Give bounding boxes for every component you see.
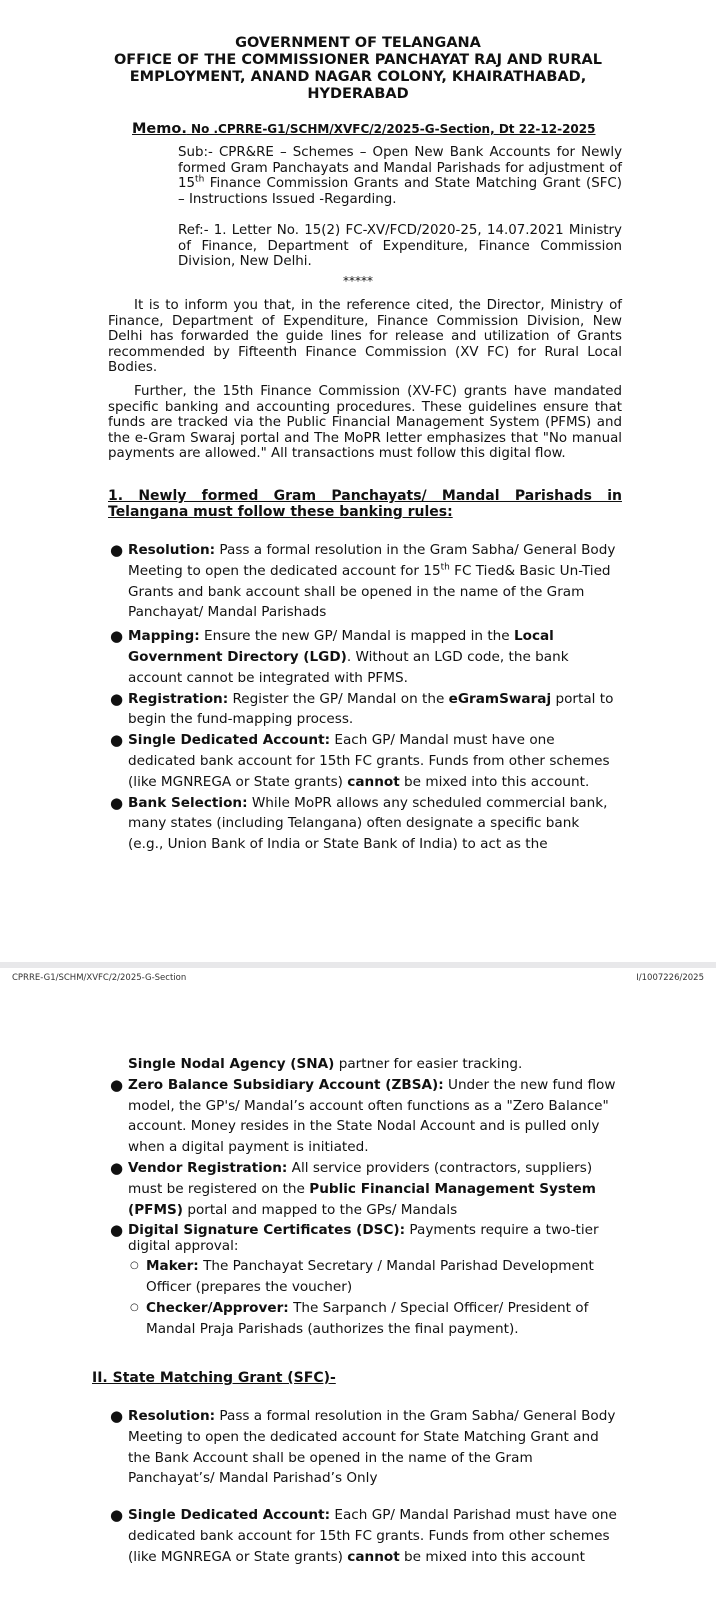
bullet-icon: ● <box>110 1075 124 1094</box>
item-term: Mapping: <box>128 628 200 645</box>
item-term: Single Dedicated Account: <box>128 1507 331 1524</box>
list-item-resolution <box>110 540 618 623</box>
subject-sup: th <box>195 174 205 185</box>
item-bold: eGramSwaraj <box>448 690 552 707</box>
list-item-sfc-single-account <box>110 1505 618 1567</box>
list-item-sfc-resolution <box>110 1406 618 1489</box>
section-1-list <box>110 540 618 855</box>
section-2-heading: II. State Matching Grant (SFC)- <box>92 1370 336 1386</box>
header-line-3: EMPLOYMENT, ANAND NAGAR COLONY, KHAIRATHABAD, <box>129 69 587 85</box>
list-item-dsc <box>110 1220 618 1256</box>
sublist-item-checker <box>128 1298 618 1340</box>
item-term: Bank Selection: <box>128 794 248 811</box>
list-item-zbsa <box>110 1075 618 1158</box>
item-text: While MoPR allows any scheduled commercial bank, many states (including Telangana) often designate a specific bank (e.g., Union Bank of India or State Bank of India) to act as the <box>128 794 608 853</box>
circle-bullet-icon: ○ <box>130 1301 139 1313</box>
bullet-icon: ● <box>110 1158 124 1177</box>
item-term: Maker: <box>146 1258 199 1275</box>
subject-part-1: Sub:- CPR&RE – Schemes – Open New Bank Accounts for Newly formed Gram Panchayats and Mandal Parishads for adjustment of 15 <box>178 145 622 192</box>
list-item-vendor-registration <box>110 1158 618 1220</box>
item-text: Payments require a two-tier digital approval: <box>128 1222 599 1255</box>
list-item-sna-continuation <box>110 1054 618 1075</box>
section-1-list-continued <box>110 1054 618 1340</box>
item-bold: Local Government Directory (LGD) <box>128 628 554 665</box>
item-text: Each GP/ Mandal Parishad must have one dedicated bank account for 15th FC grants. Funds from other schemes (like MGNREGA or State grants) <box>128 1507 617 1565</box>
paragraph-1: It is to inform you that, in the reference cited, the Director, Ministry of Finance, Department of Expenditure, Finance Commission Division, New Delhi has forwarded the guide lines for release and utilization of Grants recommended by Fifteenth Finance Commission (XV FC) for Rural Local Bodies. <box>108 298 622 376</box>
item-bold: Single Nodal Agency (SNA) <box>128 1056 335 1072</box>
item-term: Resolution: <box>128 1408 216 1424</box>
footer-file-number: CPRRE-G1/SCHM/XVFC/2/2025-G-Section <box>12 973 187 983</box>
item-text: Each GP/ Mandal must have one dedicated bank account for 15th FC grants. Funds from other schemes (like MGNREGA or State grants) <box>128 732 610 790</box>
item-text: be mixed into this account <box>399 1548 585 1565</box>
item-bold: cannot <box>347 773 400 790</box>
item-term: Single Dedicated Account: <box>128 732 331 749</box>
list-item-mapping <box>110 626 618 688</box>
item-text: Pass a formal resolution in the Gram Sabha/ General Body Meeting to open the dedicated account for State Matching Grant and the Bank Account shall be opened in the name of the Gram Panchayat’s/ Mandal Parishad’s Only <box>128 1408 616 1487</box>
memo-number <box>132 121 595 137</box>
sublist-item-maker <box>128 1256 618 1298</box>
item-bold: Public Financial Management System (PFMS) <box>128 1180 596 1218</box>
bullet-icon: ● <box>110 689 124 708</box>
item-term: Resolution: <box>128 542 216 558</box>
header-line-2: OFFICE OF THE COMMISSIONER PANCHAYAT RAJ AND RURAL <box>113 52 603 68</box>
item-text: Under the new fund flow model, the GP's/ Mandal’s account often functions as a "Zero Balance" account. Money resides in the State Nodal Account and is pulled only when a digital payment is initiated. <box>128 1076 616 1156</box>
item-term: Digital Signature Certificates (DSC): <box>128 1222 406 1239</box>
item-text: Pass a formal resolution in the Gram Sabha/ General Body Meeting to open the dedicated account for 15 <box>128 542 616 579</box>
item-text: The Sarpanch / Special Officer/ President of Mandal Praja Parishads (authorizes the final payment). <box>146 1299 589 1337</box>
item-text: portal and mapped to the GPs/ Mandals <box>183 1201 458 1218</box>
paragraph-2: Further, the 15th Finance Commission (XV-FC) grants have mandated specific banking and accounting procedures. These guidelines ensure that funds are tracked via the Public Financial Management System (PFMS) and the e-Gram Swaraj portal and The MoPR letter emphasizes that "No manual payments are allowed." All transactions must follow this digital flow. <box>108 384 622 462</box>
section-2-list <box>110 1406 618 1568</box>
memo-number-text: No .CPRRE-G1/SCHM/XVFC/2/2025-G-Section, Dt 22-12-2025 <box>186 122 596 136</box>
page-break <box>0 962 716 968</box>
footer-page-ref: I/1007226/2025 <box>636 973 704 983</box>
item-sup: th <box>440 562 450 573</box>
item-text: portal to begin the fund-mapping process. <box>128 690 614 728</box>
separator-stars: ***** <box>343 274 373 288</box>
item-text: All service providers (contractors, suppliers) must be registered on the <box>128 1159 593 1197</box>
header-line-1: GOVERNMENT OF TELANGANA <box>235 35 481 51</box>
dsc-sublist <box>110 1256 618 1339</box>
item-text: partner for easier tracking. <box>334 1056 523 1072</box>
memo-label: Memo. <box>132 121 187 137</box>
header-line-4: HYDERABAD <box>307 86 409 102</box>
circle-bullet-icon: ○ <box>130 1260 139 1272</box>
item-term: Registration: <box>128 690 229 707</box>
item-text: . Without an LGD code, the bank account cannot be integrated with PFMS. <box>128 648 569 686</box>
list-item-bank-selection <box>110 793 618 855</box>
item-text: Register the GP/ Mandal on the <box>228 690 449 707</box>
item-term: Zero Balance Subsidiary Account (ZBSA): <box>128 1076 444 1093</box>
item-text: The Panchayat Secretary / Mandal Parishad Development Officer (prepares the voucher) <box>146 1258 594 1296</box>
section-1-heading: 1. Newly formed Gram Panchayats/ Mandal Parishads in Telangana must follow these banking rules: <box>108 488 622 520</box>
item-text: be mixed into this account. <box>399 773 590 790</box>
reference: Ref:- 1. Letter No. 15(2) FC-XV/FCD/2020-25, 14.07.2021 Ministry of Finance, Department of Expenditure, Finance Commission Division, New Delhi. <box>178 223 622 270</box>
subject-part-2: Finance Commission Grants and State Matching Grant (SFC) – Instructions Issued -Regarding. <box>178 176 622 207</box>
bullet-icon: ● <box>110 1221 124 1240</box>
item-text: Ensure the new GP/ Mandal is mapped in the <box>199 628 514 645</box>
bullet-icon: ● <box>110 1407 124 1425</box>
item-text: FC Tied& Basic Un-Tied Grants and bank account shall be opened in the name of the Gram Panchayat/ Mandal Parishads <box>128 562 611 621</box>
bullet-icon: ● <box>110 731 124 750</box>
bullet-icon: ● <box>110 627 124 646</box>
list-item-registration <box>110 689 618 731</box>
subject <box>178 145 622 207</box>
item-term: Checker/Approver: <box>146 1299 289 1316</box>
bullet-icon: ● <box>110 541 124 559</box>
item-term: Vendor Registration: <box>128 1159 288 1176</box>
bullet-icon: ● <box>110 1506 124 1525</box>
list-item-single-account <box>110 730 618 792</box>
bullet-icon: ● <box>110 793 124 812</box>
item-bold: cannot <box>347 1548 400 1565</box>
